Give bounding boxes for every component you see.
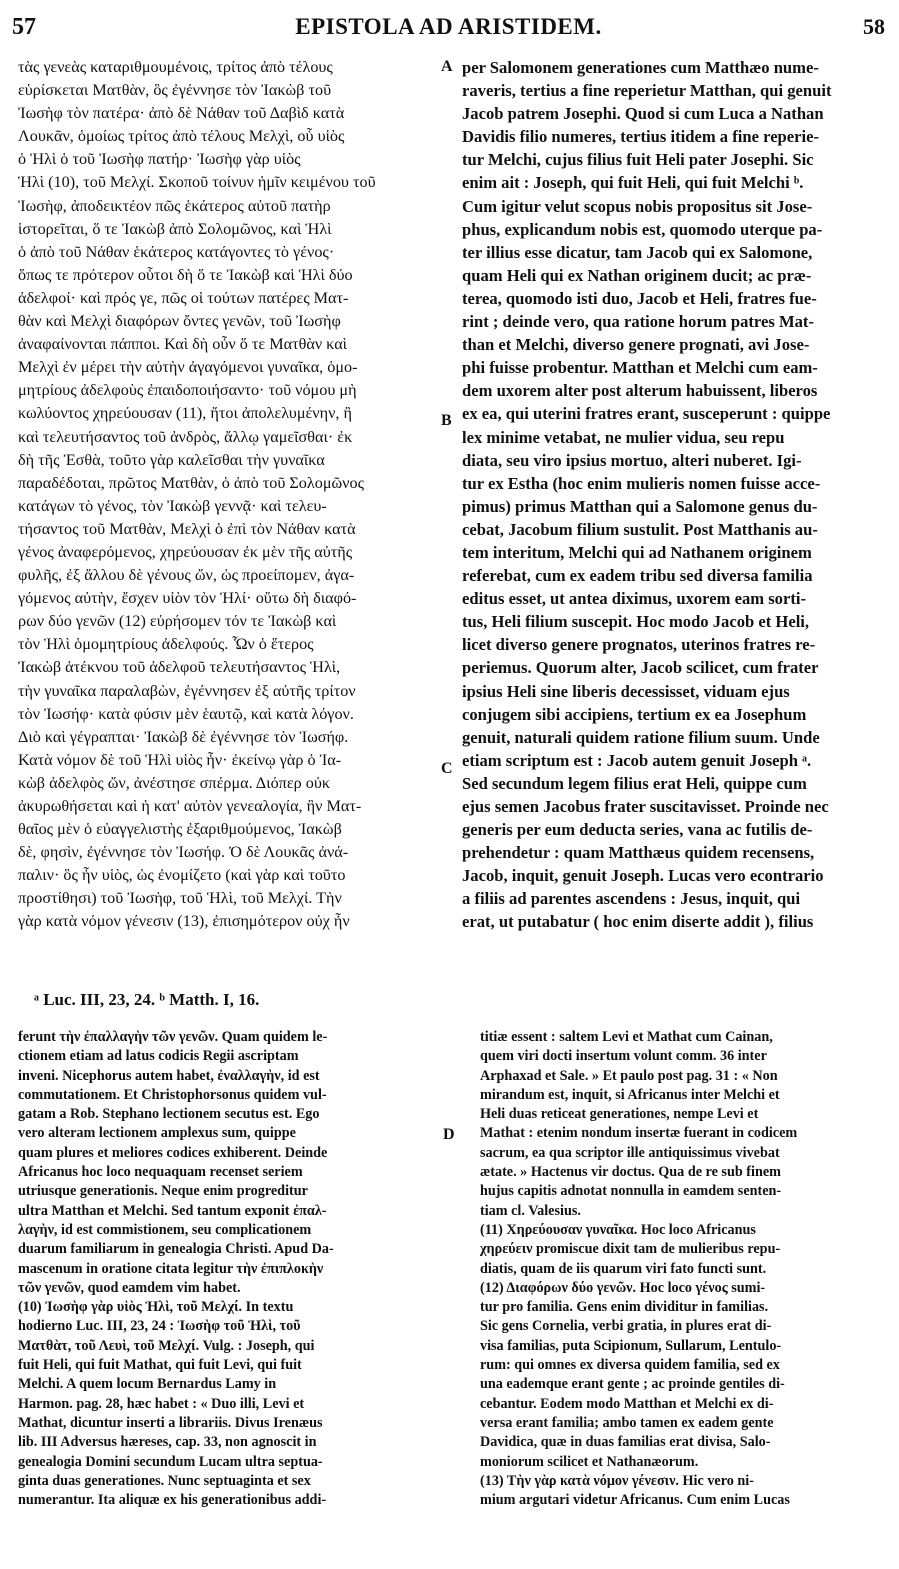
note-line: gatam a Rob. Stephano lectionem secutus est. Ego — [18, 1106, 320, 1123]
note-line: diatis, quam de iis quarum viri fato functi sunt. — [480, 1260, 767, 1277]
greek-text-line: ἱστορεῖται, ὅ τε Ἰακὼβ ἀπὸ Σολομῶνος, καὶ Ἡλὶ — [18, 219, 332, 238]
greek-text-line: τὸν Ἰωσήφ· κατὰ φύσιν μὲν ἑαυτῷ, καὶ κατὰ λόγον. — [18, 704, 354, 723]
greek-text-line: γένος ἀναφερόμενος, χηρεύουσαν ἐκ μὲν τῆς αὐτῆς — [18, 542, 353, 561]
latin-text-line: dem uxorem alter post alterum habuissent, liberos — [462, 381, 818, 401]
latin-text-line: Sed secundum legem filius erat Heli, quippe cum — [462, 773, 807, 793]
note-line: commutationem. Et Christophorsonus quidem vul- — [18, 1086, 327, 1103]
greek-text-line: τήσαντος τοῦ Ματθὰν, Μελχὶ ὁ ἐπὶ τὸν Νάθαν κατὰ — [18, 519, 356, 538]
notes-left-column — [18, 1028, 438, 1510]
note-line: quem viri docti insertum volunt comm. 36 inter — [480, 1048, 767, 1065]
note-line: χηρεύειν promiscue dixit tam de mulieribus repu- — [480, 1241, 781, 1258]
page-number-right: 58 — [863, 14, 885, 39]
latin-text-line: cebat, Jacobum filium sustulit. Post Matthanis au- — [462, 519, 818, 539]
greek-text-line: παλιν· ὃς ἦν υἱὸς, ὡς ἐνομίζετο (καὶ γὰρ καὶ τοῦτο — [18, 866, 346, 885]
note-line: λαγὴν, id est commistionem, seu complicationem — [18, 1221, 312, 1238]
note-line: versa erant familia; ambo tamen ex eadem gente — [480, 1414, 774, 1431]
latin-text-line: tus, Heli filium suscepit. Hoc modo Jacob et Heli, — [462, 612, 810, 632]
note-line: Africanus hoc loco nequaquam recenset seriem — [18, 1164, 303, 1181]
note-line: Harmon. pag. 28, hæc habet : « Duo illi, Levi et — [18, 1395, 305, 1412]
running-title: EPISTOLA AD ARISTIDEM. — [295, 14, 602, 39]
latin-text-line: terea, quomodo isti duo, Jacob et Heli, fratres fue- — [462, 288, 817, 308]
latin-text-line: pimus) primus Matthan qui a Salomone genus du- — [462, 496, 818, 516]
latin-text-line: generis per eum deducta series, vana ac futilis de- — [462, 820, 813, 840]
note-line: fuit Heli, qui fuit Mathat, qui fuit Levi, qui fuit — [18, 1357, 302, 1374]
latin-text-line: ter illius esse dicatur, tam Jacob qui ex Salomone, — [462, 242, 813, 262]
greek-text-line: Ἰωσὴφ, ἀποδεικτέον πῶς ἑκάτερος αὐτοῦ πατὴρ — [18, 196, 331, 215]
note-line: duarum familiarum in genealogia Christi. Apud Da- — [18, 1241, 334, 1258]
note-line: Sic gens Cornelia, verbi gratia, in plures erat di- — [480, 1318, 772, 1335]
greek-text-line: ρων δύο γενῶν (12) εὑρήσομεν τόν τε Ἰακὼβ καὶ — [18, 612, 337, 631]
latin-text-line: genuit, naturali quidem ratione filium suum. Unde — [462, 727, 820, 747]
greek-text-line: Ἡλὶ (10), τοῦ Μελχί. Σκοποῦ τοίνυν ἡμῖν κειμένου τοῦ — [18, 173, 376, 192]
note-line: Mathat, dicuntur inserti a librariis. Divus Irenæus — [18, 1414, 323, 1431]
latin-text-line: periemus. Quorum alter, Jacob scilicet, cum frater — [462, 658, 819, 678]
note-line: Mathat : etenim nondum insertæ fuerant in codicem — [480, 1125, 798, 1142]
greek-text-line: φυλῆς, ἐξ ἄλλου δὲ γένους ὤν, ὡς προείπομεν, ἀγα- — [18, 566, 355, 585]
note-line: mascenum in oratione citata legitur τὴν ἐπιπλοκὴν — [18, 1260, 324, 1277]
latin-text-line: than et Melchi, diverso genere prognati, avi Jose- — [462, 335, 810, 355]
page-header — [12, 8, 885, 44]
greek-text-line: Μελχὶ ἐν μέρει τὴν αὐτὴν ἀγαγόμενοι γυναῖκα, ὁμο- — [18, 358, 358, 377]
note-line: lib. III Adversus hæreses, cap. 33, non agnoscit in — [18, 1434, 317, 1451]
note-line: cebantur. Eodem modo Matthan et Melchi ex di- — [480, 1395, 774, 1412]
greek-text-line: τὴν γυναῖκα παραλαβὼν, ἐγέννησεν ἐξ αὐτῆς τρίτον — [18, 681, 356, 700]
note-line: (13) Τὴν γὰρ κατὰ νόμον γένεσιν. Hic vero ni- — [480, 1472, 754, 1489]
greek-text-line: ὅπως τε πρότερον οὗτοι δὴ ὅ τε Ἰακὼβ καὶ Ἡλὶ δύο — [18, 265, 353, 284]
note-line: rum: qui omnes ex diversa quidem familia, sed ex — [480, 1357, 780, 1374]
margin-letter-a: A — [441, 58, 453, 75]
note-line: genealogia Domini secundum Lucam ultra septua- — [18, 1453, 323, 1470]
note-line: titiæ essent : saltem Levi et Mathat cum Cainan, — [480, 1029, 773, 1045]
greek-text-line: δὴ τῆς Ἐσθὰ, τοῦτο γὰρ καλεῖσθαι τὴν γυναῖκα — [18, 450, 325, 469]
note-line: mium argutari videtur Africanus. Cum enim Lucas — [480, 1492, 790, 1509]
note-line: (11) Χηρεύουσαν γυναῖκα. Hoc loco Africanus — [480, 1221, 756, 1238]
note-line: inveni. Nicephorus autem habet, ἐναλλαγὴν, id est — [18, 1067, 320, 1084]
note-line: numerantur. Ita aliquæ ex his generationibus addi- — [18, 1492, 327, 1509]
note-line: una eademque erant gente ; ac proinde gentiles di- — [480, 1376, 785, 1393]
note-line: Davidica, quæ in duas familias erat divisa, Salo- — [480, 1434, 771, 1451]
greek-text-line: παραδέδοται, πρῶτος Ματθὰν, ὁ ἀπὸ τοῦ Σολομῶνος — [18, 473, 364, 492]
note-line: utriusque generationis. Neque enim progreditur — [18, 1183, 308, 1200]
note-line: ctionem etiam ad latus codicis Regii ascriptam — [18, 1048, 299, 1065]
greek-text-line: τὸν Ἡλὶ ὁμομητρίους ἀδελφούς. Ὧν ὁ ἕτερος — [18, 635, 314, 654]
greek-text-line: κὼβ ἀδελφὸς ὤν, ἀνέστησε σπέρμα. Διόπερ οὐκ — [18, 773, 331, 792]
margin-letter-c: C — [441, 760, 453, 777]
note-line: Heli duas reticeat generationes, nempe Levi et — [480, 1106, 759, 1123]
greek-text-line: εὑρίσκεται Ματθὰν, ὃς ἐγέννησε τὸν Ἰακὼβ τοῦ — [18, 81, 332, 100]
greek-text-line: ἀδελφοί· καὶ πρός γε, πῶς οἱ τούτων πατέρες Ματ- — [18, 288, 349, 307]
note-line: vero alteram lectionem amplexus sum, quippe — [18, 1125, 296, 1142]
latin-text-line: prehendetur : quam Matthæus quidem recensens, — [462, 843, 815, 863]
latin-text-line: Cum igitur velut scopus nobis propositus sit Jose- — [462, 196, 813, 216]
note-line: ginta duas generationes. Nunc septuaginta et sex — [18, 1472, 311, 1489]
greek-text-line: δὲ, φησὶν, ἐγέννησε τὸν Ἰωσήφ. Ὁ δὲ Λουκᾶς ἀνά- — [18, 843, 349, 862]
greek-text-line: ἀναφαίνονται πάπποι. Καὶ δὴ οὖν ὅ τε Ματθὰν καὶ — [18, 335, 348, 354]
note-line: Melchi. A quem locum Bernardus Lamy in — [18, 1376, 277, 1393]
latin-text-line: phi fuisse probentur. Matthan et Melchi cum eam- — [462, 358, 818, 378]
note-line: tur pro familia. Gens enim dividitur in familias. — [480, 1299, 769, 1316]
latin-text-line: tur ex Estha (hoc enim mulieris nomen fuisse acce- — [462, 473, 821, 493]
greek-text-line: κωλύοντος χηρεύουσαν (11), ἤτοι ἀπολελυμένην, ἢ — [18, 404, 352, 423]
latin-text-line: a filiis ad parentes ascendens : Jesus, inquit, qui — [462, 889, 801, 909]
latin-text-line: ipsius Heli sine liberis decessisset, viduam ejus — [462, 681, 790, 701]
latin-text-line: enim ait : Joseph, qui fuit Heli, qui fuit Melchi ᵇ. — [462, 173, 804, 193]
latin-text-line: etiam scriptum est : Jacob autem genuit Joseph ᵃ. — [462, 750, 812, 770]
note-line: hodierno Luc. III, 23, 24 : Ἰωσὴφ τοῦ Ἡλὶ, τοῦ — [18, 1318, 301, 1335]
greek-text-line: τὰς γενεὰς καταριθμουμένοις, τρίτος ἀπὸ τέλους — [18, 58, 333, 76]
greek-text-line: Ἰακὼβ ἀτέκνου τοῦ ἀδελφοῦ τελευτήσαντος Ἡλὶ, — [18, 658, 341, 677]
margin-letter-d: D — [443, 1126, 455, 1143]
greek-text-line: ὁ ἀπὸ τοῦ Νάθαν ἑκάτερος κατάγοντες τὸ γένος· — [18, 242, 335, 261]
latin-text-line: referebat, cum ex eadem tribu sed diversa familia — [462, 566, 813, 586]
greek-text-line: θὰν καὶ Μελχὶ διαφόρων ὄντες γενῶν, τοῦ Ἰωσὴφ — [18, 312, 341, 331]
latin-text-line: Davidis filio numeres, tertius itidem a fine reperie- — [462, 127, 820, 147]
scripture-references: ᵃ Luc. III, 23, 24. ᵇ Matth. I, 16. — [34, 990, 260, 1009]
latin-text-line: ex ea, qui uterini fratres erant, susceperunt : quippe — [462, 404, 831, 424]
page-number-left: 57 — [12, 14, 36, 40]
latin-text-line: per Salomonem generationes cum Matthæo nume- — [462, 58, 819, 77]
latin-text-line: phus, explicandum nobis est, quomodo uterque pa- — [462, 219, 823, 239]
greek-text-line: κατάγων τὸ γένος, τὸν Ἰακὼβ γεννᾷ· καὶ τελευ- — [18, 496, 327, 515]
latin-text-line: tem interitum, Melchi qui ad Nathanem originem — [462, 542, 812, 562]
note-line: ultra Matthan et Melchi. Sed tantum exponit ἐπαλ- — [18, 1202, 327, 1219]
latin-text-line: ejus semen Jacobus frater suscitavisset. Proinde nec — [462, 797, 829, 816]
note-line: (10) Ἰωσὴφ γὰρ υἱὸς Ἡλὶ, τοῦ Μελχί. In textu — [18, 1299, 294, 1316]
greek-text-line: καὶ τελευτήσαντος τοῦ ἀνδρὸς, ἄλλῳ γαμεῖσθαι· ἐκ — [18, 427, 353, 446]
latin-text-line: diata, seu viro ipsius mortuo, alteri nuberet. Igi- — [462, 450, 802, 470]
latin-text-line: Jacob patrem Josephi. Quod si cum Luca a Nathan — [462, 104, 824, 124]
greek-text-line: μητρίους ἀδελφοὺς ἐπαιδοποιήσαντο· τοῦ νόμου μὴ — [18, 381, 357, 400]
latin-text-line: erat, ut putabatur ( hoc enim diserte addit ), filius — [462, 912, 814, 932]
latin-text-line: tur Melchi, cujus filius fuit Heli pater Josephi. Sic — [462, 150, 814, 170]
greek-text-column — [18, 56, 438, 934]
latin-text-line: raveris, tertius a fine reperietur Matthan, qui genuit — [462, 81, 832, 101]
greek-text-line: ὁ Ἡλὶ ὁ τοῦ Ἰωσὴφ πατήρ· Ἰωσὴφ γὰρ υἱὸς — [18, 150, 301, 169]
latin-text-column — [462, 56, 878, 934]
latin-text-line: licet diverso genere prognatos, uterinos fratres re- — [462, 635, 816, 655]
latin-text-line: conjugem sibi accipiens, tertium ex ea Josephum — [462, 704, 807, 724]
margin-letter-b: B — [441, 412, 452, 429]
latin-text-line: Jacob, inquit, genuit Joseph. Lucas vero econtrario — [462, 866, 824, 886]
greek-text-line: Λουκᾶν, ὁμοίως τρίτος ἀπὸ τέλους Μελχὶ, οὗ υἱὸς — [18, 127, 345, 146]
note-line: quam plures et meliores codices exhiberent. Deinde — [18, 1144, 328, 1161]
latin-text-line: quam Heli qui ex Nathan originem ducit; ac præ- — [462, 265, 812, 285]
latin-text-line: rint ; deinde vero, qua ratione horum patres Mat- — [462, 312, 814, 332]
note-line: visa familias, puta Scipionum, Sullarum, Lentulo- — [480, 1337, 782, 1354]
latin-text-line: lex minime vetabat, ne mulier vidua, seu repu — [462, 427, 785, 447]
note-line: τῶν γενῶν, quod eamdem vim habet. — [18, 1279, 241, 1296]
note-line: tiam cl. Valesius. — [480, 1202, 581, 1219]
greek-text-line: Διὸ καὶ γέγραπται· Ἰακὼβ δὲ ἐγέννησε τὸν Ἰωσήφ. — [18, 727, 349, 746]
latin-text-line: editus esset, ut antea diximus, uxorem eam sorti- — [462, 589, 806, 609]
note-line: ætate. » Hactenus vir doctus. Qua de re sub finem — [480, 1164, 781, 1181]
greek-text-line: προστίθησι) τοῦ Ἰωσὴφ, τοῦ Ἡλὶ, τοῦ Μελχί. Τὴν — [18, 889, 342, 908]
note-line: Arphaxad et Sale. » Et paulo post pag. 31 : « Non — [480, 1067, 778, 1084]
greek-text-line: Ἰωσὴφ τὸν πατέρα· ἀπὸ δὲ Νάθαν τοῦ Δαβὶδ κατὰ — [18, 104, 345, 123]
note-line: mirandum est, inquit, si Africanus inter Melchi et — [480, 1086, 780, 1103]
note-line: ferunt τὴν ἐπαλλαγὴν τῶν γενῶν. Quam quidem le- — [18, 1029, 328, 1045]
greek-text-line: γὰρ κατὰ νόμον γένεσιν (13), ἐπισημότερον οὐχ ἦν — [18, 912, 350, 931]
notes-right-column — [480, 1028, 880, 1510]
note-line: Ματθὰτ, τοῦ Λευὶ, τοῦ Μελχί. Vulg. : Joseph, qui — [18, 1337, 315, 1354]
greek-text-line: ἀκυρωθήσεται καὶ ἡ κατ' αὐτὸν γενεαλογία, ἣν Ματ- — [18, 797, 362, 815]
greek-text-line: γόμενος αὐτὴν, ἔσχεν υἱὸν τὸν Ἡλί· οὕτω δὴ διαφό- — [18, 589, 357, 608]
note-line: (12) Διαφόρων δύο γενῶν. Hoc loco γένος sumi- — [480, 1279, 766, 1296]
note-line: moniorum scilicet et Nathanæorum. — [480, 1453, 699, 1470]
greek-text-line: Κατὰ νόμον δὲ τοῦ Ἡλὶ υἱὸς ἦν· ἐκείνῳ γὰρ ὁ Ἰα- — [18, 750, 342, 769]
note-line: sacrum, ea qua scriptor ille antiquissimus vivebat — [480, 1144, 780, 1161]
note-line: hujus capitis adnotat nonnulla in eamdem senten- — [480, 1183, 782, 1200]
greek-text-line: θαῖος μὲν ὁ εὐαγγελιστὴς ἐξαριθμούμενος, Ἰακὼβ — [18, 820, 342, 839]
